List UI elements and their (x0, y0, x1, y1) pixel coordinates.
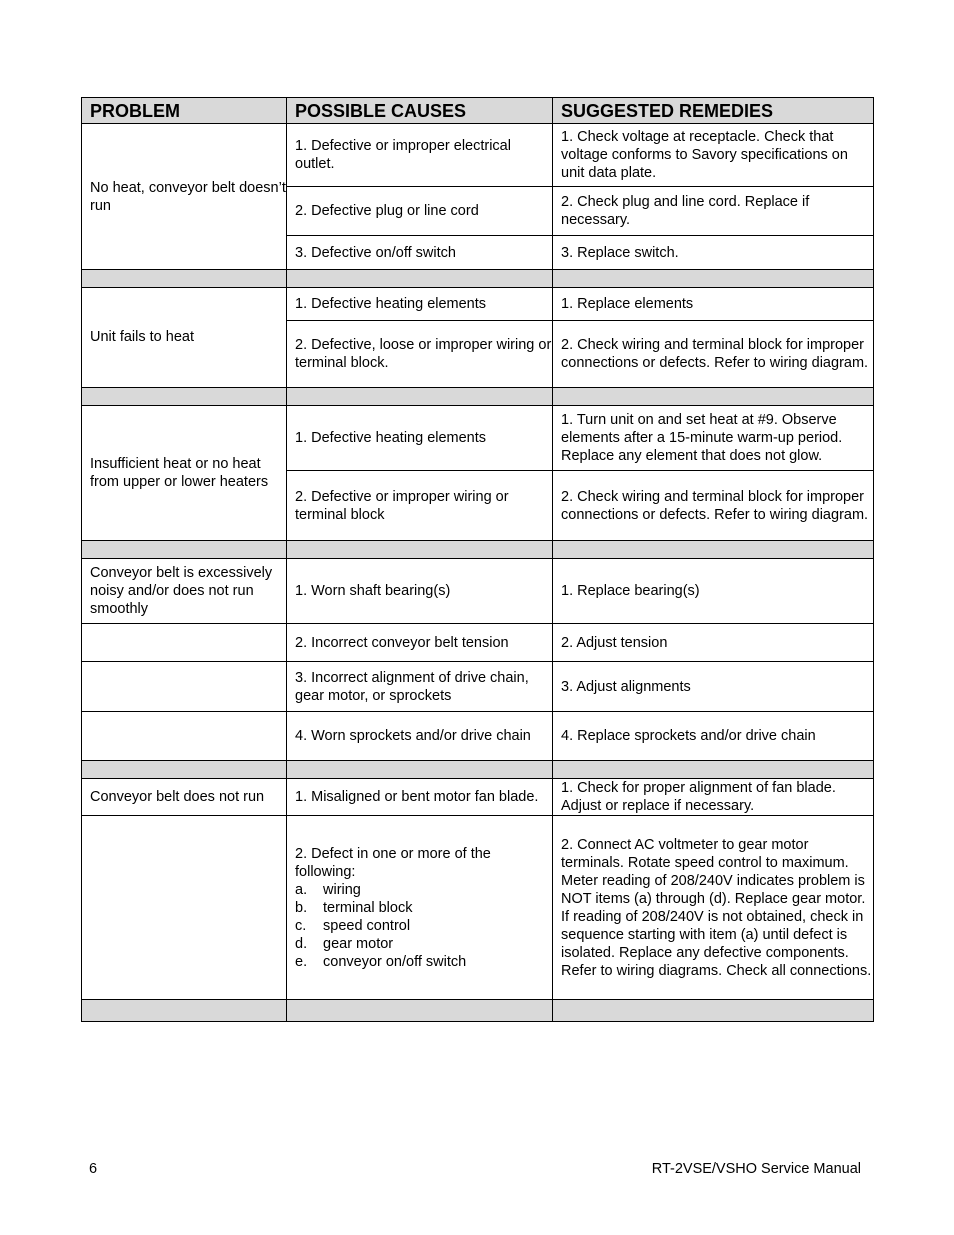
separator-row (82, 388, 874, 406)
list-item (295, 899, 552, 917)
page-number: 6 (89, 1161, 98, 1177)
cause-text: 2. Defect in one or more of the following: (295, 845, 491, 880)
remedy-cell: 2. Check wiring and terminal block for improper connections or defects. Refer to wiring diagram. (553, 321, 874, 388)
list-item-text: conveyor on/off switch (323, 953, 467, 970)
remedy-cell: 1. Replace elements (553, 288, 874, 321)
list-item (295, 935, 552, 953)
list-marker: b. (295, 899, 308, 916)
table-row (82, 712, 874, 761)
list-marker: e. (295, 953, 308, 970)
remedy-cell: 1. Check voltage at receptacle. Check that voltage conforms to Savory specifications on unit data plate. (553, 124, 874, 187)
table-row (82, 779, 874, 816)
cause-cell: 2. Defective, loose or improper wiring or terminal block. (287, 321, 553, 388)
table-row (82, 559, 874, 624)
list-item-text: speed control (323, 917, 411, 934)
table-row (82, 406, 874, 471)
list-item (295, 917, 552, 935)
table-row (82, 816, 874, 1000)
problem-cell-empty (82, 712, 287, 761)
problem-cell-empty (82, 624, 287, 662)
table-row (82, 288, 874, 321)
list-item-text: terminal block (323, 899, 413, 916)
list-item (295, 881, 552, 899)
header-possible-causes: POSSIBLE CAUSES (287, 98, 553, 124)
troubleshooting-table (81, 97, 874, 1022)
remedy-cell: 3. Replace switch. (553, 236, 874, 270)
cause-cell: 1. Worn shaft bearing(s) (287, 559, 553, 624)
cause-cell: 2. Defective or improper wiring or terminal block (287, 471, 553, 541)
cause-cell: 1. Defective heating elements (287, 288, 553, 321)
remedy-cell: 1. Check for proper alignment of fan blade. Adjust or replace if necessary. (553, 779, 874, 816)
cause-cell: 1. Defective heating elements (287, 406, 553, 471)
separator-row (82, 270, 874, 288)
remedy-cell: 4. Replace sprockets and/or drive chain (553, 712, 874, 761)
problem-cell: Conveyor belt does not run (82, 779, 287, 816)
list-item-text: gear motor (323, 935, 394, 952)
cause-list (295, 881, 552, 971)
separator-row (82, 541, 874, 559)
problem-cell-empty (82, 816, 287, 1000)
problem-cell: Unit fails to heat (82, 288, 287, 388)
remedy-cell: 2. Adjust tension (553, 624, 874, 662)
remedy-cell: 2. Check plug and line cord. Replace if necessary. (553, 187, 874, 236)
cause-cell: 4. Worn sprockets and/or drive chain (287, 712, 553, 761)
cause-cell (287, 816, 553, 1000)
problem-cell: No heat, conveyor belt doesn’t run (82, 124, 287, 270)
table-row (82, 662, 874, 712)
remedy-cell: 2. Check wiring and terminal block for improper connections or defects. Refer to wiring diagram. (553, 471, 874, 541)
remedy-cell: 1. Turn unit on and set heat at #9. Observe elements after a 15-minute warm-up period. Replace any element that does not glow. (553, 406, 874, 471)
header-problem: PROBLEM (82, 98, 287, 124)
cause-cell: 2. Defective plug or line cord (287, 187, 553, 236)
remedy-cell: 2. Connect AC voltmeter to gear motor terminals. Rotate speed control to maximum. Meter reading of 208/240V indicates problem is NOT items (a) through (d). Replace gear motor. If reading of 208/240V is not obtained, check in sequence starting with item (a) until defect is isolated. Replace any defective components. Refer to wiring diagrams. Check all connections. (553, 816, 874, 1000)
header-suggested-remedies: SUGGESTED REMEDIES (553, 98, 874, 124)
cause-cell: 3. Incorrect alignment of drive chain, gear motor, or sprockets (287, 662, 553, 712)
cause-cell: 2. Incorrect conveyor belt tension (287, 624, 553, 662)
list-marker: a. (295, 881, 308, 898)
problem-cell-empty (82, 662, 287, 712)
list-item-text: wiring (323, 881, 361, 898)
list-marker: d. (295, 935, 308, 952)
problem-cell: Insufficient heat or no heat from upper or lower heaters (82, 406, 287, 541)
separator-row (82, 761, 874, 779)
separator-row (82, 1000, 874, 1022)
manual-title: RT-2VSE/VSHO Service Manual (651, 1161, 861, 1177)
table-header-row (82, 98, 874, 124)
remedy-cell: 1. Replace bearing(s) (553, 559, 874, 624)
cause-cell: 1. Defective or improper electrical outlet. (287, 124, 553, 187)
table-row (82, 624, 874, 662)
cause-cell: 3. Defective on/off switch (287, 236, 553, 270)
table-row (82, 124, 874, 187)
list-item (295, 953, 552, 971)
problem-cell: Conveyor belt is excessively noisy and/or does not run smoothly (82, 559, 287, 624)
cause-cell: 1. Misaligned or bent motor fan blade. (287, 779, 553, 816)
list-marker: c. (295, 917, 307, 934)
remedy-cell: 3. Adjust alignments (553, 662, 874, 712)
